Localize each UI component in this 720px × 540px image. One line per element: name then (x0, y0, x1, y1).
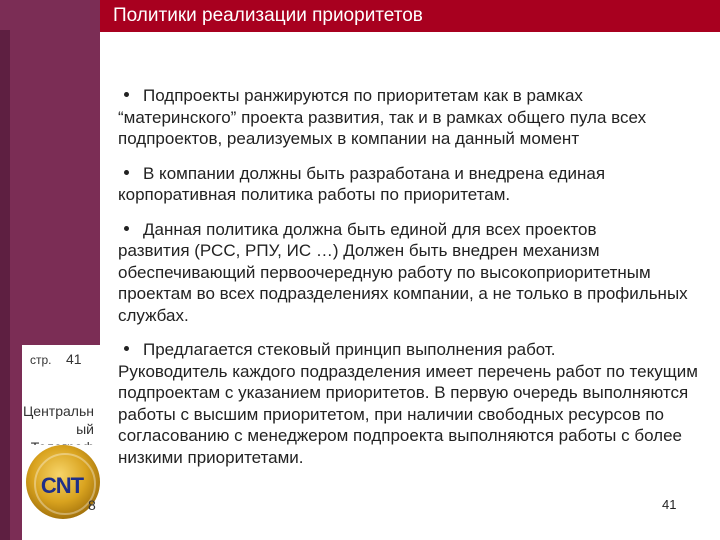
bullet-rest: “материнского” проекта развития, так и в рамках общего пула всех подпроектов, реализуемых в компании на данный момент (118, 107, 647, 148)
bullet-item (118, 85, 708, 150)
org-name-line: ый (76, 421, 94, 437)
logo-text: CNT (40, 473, 84, 498)
bullet-dot-icon (124, 170, 129, 175)
bullet-first-line: Подпроекты ранжируются по приоритетам как в рамках (143, 86, 583, 105)
bullet-item (118, 219, 708, 327)
bullet-dot-icon (124, 226, 129, 231)
bullet-list (118, 85, 708, 481)
slide-title-bar (100, 0, 720, 32)
bullet-first-line: Данная политика должна быть единой для всех проектов (143, 219, 597, 239)
slide-title: Политики реализации приоритетов (113, 5, 423, 26)
bullet-rest: развития (РСС, РПУ, ИС …) Должен быть внедрен механизм обеспечивающий первоочередную работу по высокоприоритетным проектам во всех подразделениях компании, а не только в профильных службах. (118, 241, 688, 325)
slide-number: 41 (662, 497, 677, 512)
bullet-item (118, 163, 708, 206)
sidebar-strip (0, 30, 10, 540)
bullet-first-line: Предлагается стековый принцип выполнения работ. (143, 340, 556, 359)
bullet-rest: корпоративная политика работы по приоритетам. (118, 185, 511, 204)
page-label: стр. (30, 353, 52, 367)
logo-digit: 8 (88, 497, 96, 513)
bullet-dot-icon (124, 346, 129, 351)
bullet-rest: Руководитель каждого подразделения имеет перечень работ по текущим подпроектам с указанием приоритетов. В первую очередь выполняются работы с высшим приоритетом, при наличии свободных ресурсов по согласованию с менеджером подпроекта выполняются работы с более низкими приоритетами. (118, 361, 698, 467)
page-number: 41 (66, 351, 82, 367)
page-indicator (22, 345, 100, 373)
bullet-item (118, 339, 708, 468)
bullet-first-line: В компании должны быть разработана и внедрена единая (143, 163, 606, 183)
company-logo (22, 445, 100, 540)
org-name-line: Центральн (22, 403, 94, 419)
bullet-dot-icon (124, 92, 129, 97)
